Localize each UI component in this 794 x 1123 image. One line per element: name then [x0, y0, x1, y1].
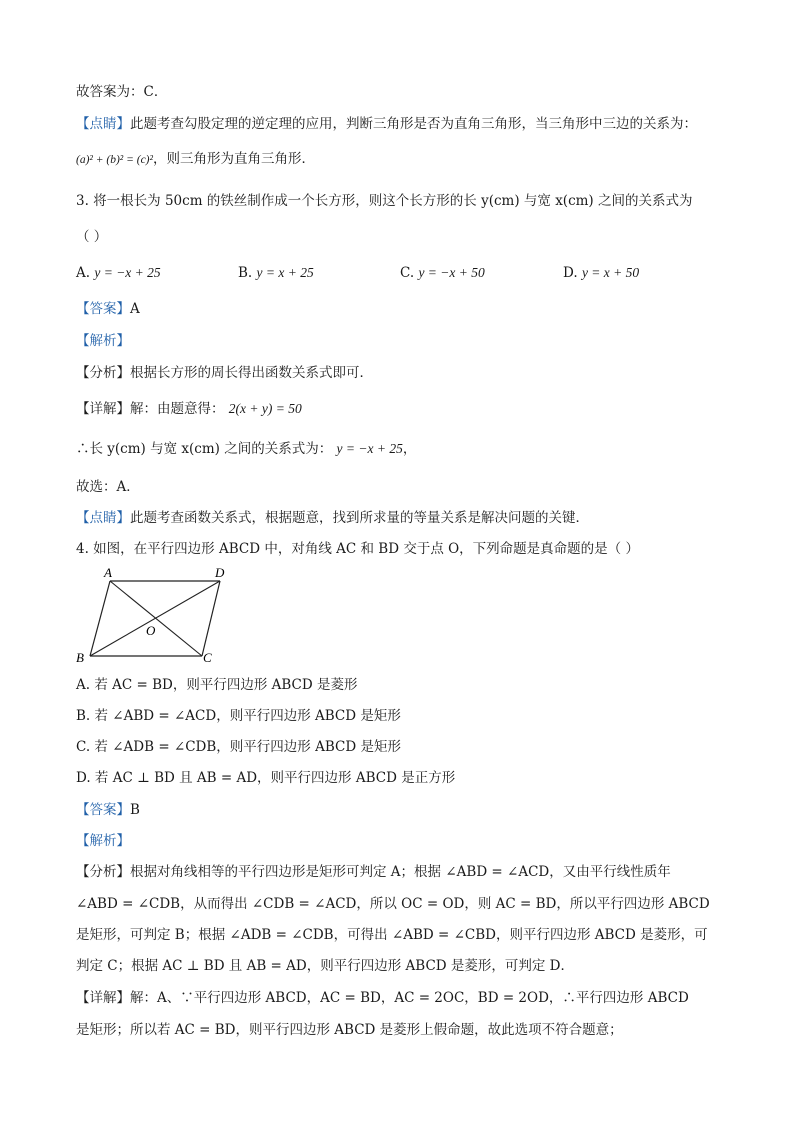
detail-text: 解：由题意得： — [130, 401, 225, 417]
q3-answer — [76, 300, 140, 318]
q4-fenxi-line-2: ∠ABD = ∠CDB，从而得出 ∠CDB = ∠ACD，所以 OC = OD，则 AC = BD，所以平行四边形 ABCD — [76, 896, 710, 912]
q3-comment — [76, 509, 589, 527]
option-formula: y = x + 50 — [581, 265, 640, 280]
option-label: D. — [563, 265, 578, 281]
q4-fenxi-line-4: 判定 C；根据 AC ⊥ BD 且 AB = AD，则平行四边形 ABCD 是菱形，可判定 D． — [76, 958, 575, 974]
diagonal-bd — [90, 581, 220, 656]
option-label: B. — [238, 265, 253, 281]
detail-text: 解：A、∵平行四边形 ABCD，AC = BD，AC = 2OC，BD = 2OD，∴平行四边形 ABCD — [130, 990, 689, 1006]
detail-end: ， — [402, 441, 417, 457]
q3-option-a — [76, 264, 161, 282]
option-formula: y = x + 25 — [256, 265, 314, 280]
comment-tag: 【点睛】 — [76, 510, 130, 526]
prev-comment-formula-line — [76, 150, 315, 169]
q4-fenxi-line-3: 是矩形，可判定 B；根据 ∠ADB = ∠CDB，可得出 ∠ABD = ∠CBD，则平行四边形 ABCD 是菱形，可 — [76, 927, 708, 943]
parallelogram-figure — [72, 563, 242, 671]
detail-formula: y = −x + 25 — [336, 441, 403, 456]
edge-dc — [202, 581, 220, 656]
answer-value: A — [130, 301, 140, 317]
comment-text: 此题考查函数关系式，根据题意，找到所求量的等量关系是解决问题的关键． — [130, 510, 589, 526]
center-label-o: O — [146, 623, 156, 638]
detail-tag: 【详解】 — [76, 401, 130, 417]
fenxi-tag: 【分析】 — [76, 864, 130, 880]
detail-text: ∴长 y(cm) 与宽 x(cm) 之间的关系式为： — [76, 441, 333, 457]
option-formula: y = −x + 50 — [418, 265, 485, 280]
q3-analysis-tag — [76, 332, 130, 350]
detail-formula: 2(x + y) = 50 — [228, 401, 302, 416]
fenxi-text: 根据对角线相等的平行四边形是矩形可判定 A；根据 ∠ABD = ∠ACD，又由平行线性质年 — [130, 864, 671, 880]
q4-detail-line-2: 是矩形；所以若 AC = BD，则平行四边形 ABCD 是菱形上假命题，故此选项不符合题意； — [76, 1022, 623, 1038]
q3-detail-3: 故选：A． — [76, 479, 140, 495]
q4-option-a: A. 若 AC = BD，则平行四边形 ABCD 是菱形 — [76, 677, 358, 693]
answer-value: B — [130, 802, 140, 818]
analysis-tag: 【解析】 — [76, 333, 130, 349]
comment-text: 此题考查勾股定理的逆定理的应用，判断三角形是否为直角三角形，当三角形中三边的关系为： — [130, 116, 697, 132]
pythagorean-formula: (a)² + (b)² = (c)² — [76, 154, 153, 166]
fenxi-text: 根据长方形的周长得出函数关系式即可． — [130, 365, 373, 381]
prev-conclusion: 故答案为：C． — [76, 84, 168, 100]
fenxi-tag: 【分析】 — [76, 365, 130, 381]
q3-paren: （ ） — [76, 229, 108, 245]
q3-detail-2 — [76, 440, 416, 458]
q3-option-b — [238, 264, 314, 282]
q3-fenxi — [76, 364, 373, 382]
q4-analysis-tag — [76, 832, 130, 850]
detail-tag: 【详解】 — [76, 990, 130, 1006]
q4-option-d: D. 若 AC ⊥ BD 且 AB = AD，则平行四边形 ABCD 是正方形 — [76, 770, 456, 786]
q4-option-b: B. 若 ∠ABD = ∠ACD，则平行四边形 ABCD 是矩形 — [76, 708, 401, 724]
vertex-label-a: A — [104, 565, 112, 580]
analysis-tag: 【解析】 — [76, 833, 130, 849]
answer-tag: 【答案】 — [76, 802, 130, 818]
q4-fenxi-line-1 — [76, 863, 671, 881]
comment-tag: 【点睛】 — [76, 116, 130, 132]
q4-answer — [76, 801, 140, 819]
option-formula: y = −x + 25 — [94, 265, 161, 280]
prev-comment — [76, 115, 697, 133]
vertex-label-b: B — [76, 650, 84, 665]
q3-stem: 3. 将一根长为 50cm 的铁丝制作成一个长方形，则这个长方形的长 y(cm) 与宽 x(cm) 之间的关系式为 — [76, 193, 693, 209]
q3-option-c — [400, 264, 485, 282]
option-label: C. — [400, 265, 415, 281]
edge-ba — [90, 581, 110, 656]
q4-stem: 4. 如图，在平行四边形 ABCD 中，对角线 AC 和 BD 交于点 O，下列命题是真命题的是（ ） — [76, 541, 639, 557]
comment-end: ，则三角形为直角三角形． — [152, 151, 315, 167]
option-label: A. — [76, 265, 91, 281]
answer-tag: 【答案】 — [76, 301, 130, 317]
q3-detail-1 — [76, 400, 302, 418]
q4-option-c: C. 若 ∠ADB = ∠CDB，则平行四边形 ABCD 是矩形 — [76, 739, 401, 755]
q4-detail-line-1 — [76, 989, 689, 1007]
q3-option-d — [563, 264, 639, 282]
vertex-label-d: D — [215, 565, 225, 580]
vertex-label-c: C — [203, 650, 212, 665]
